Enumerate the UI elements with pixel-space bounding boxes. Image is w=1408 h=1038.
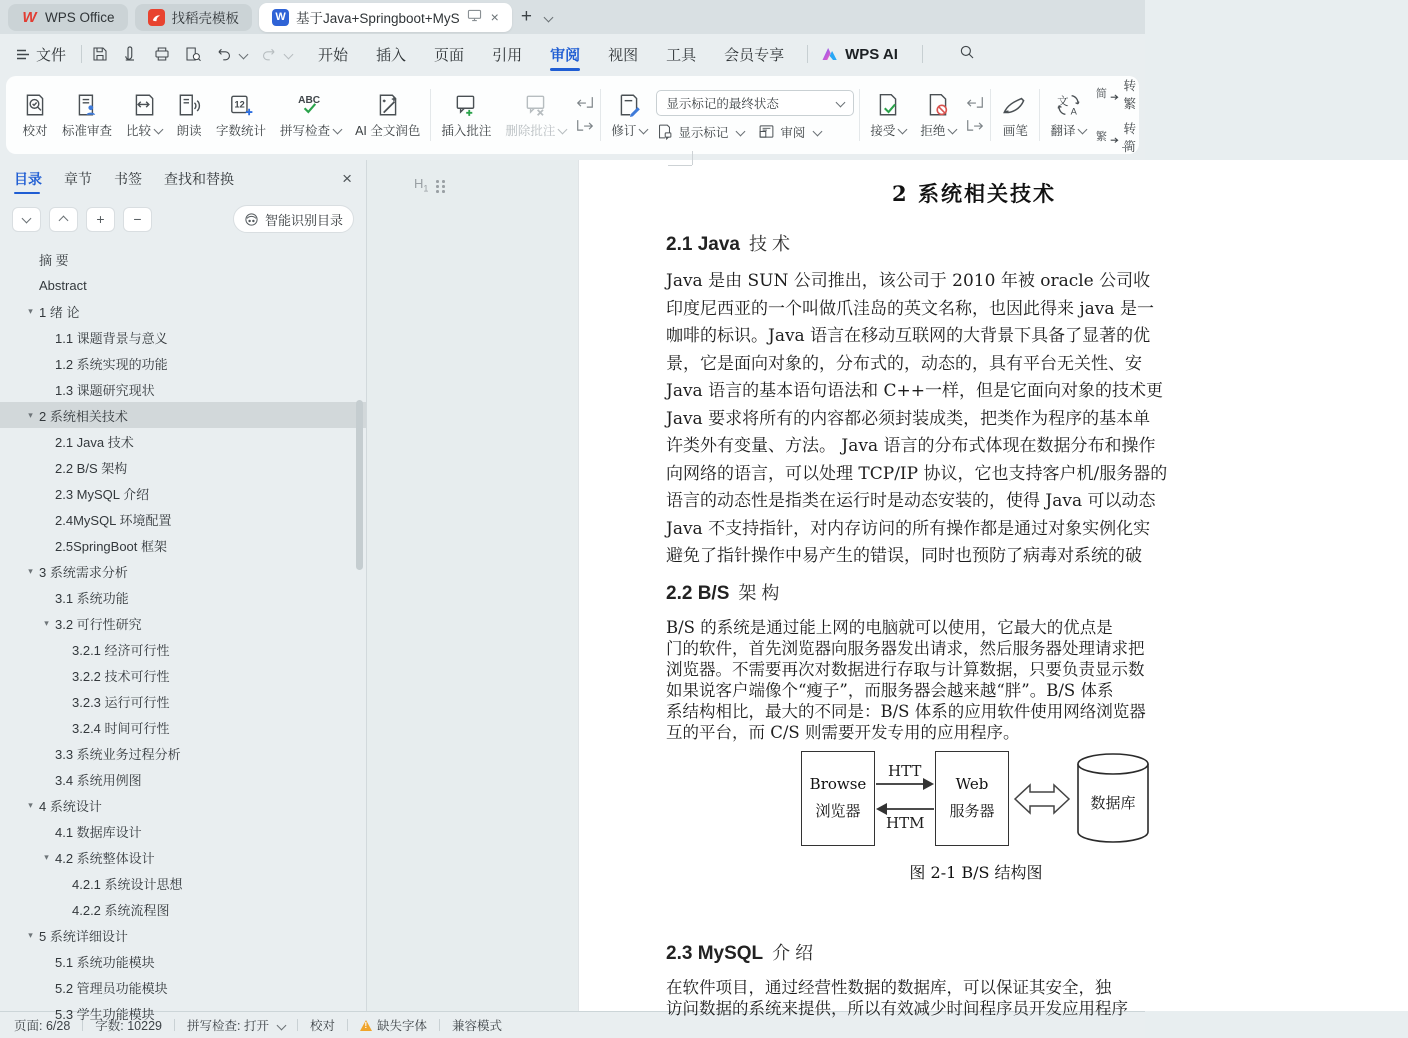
toc-item[interactable]: 4.1 数据库设计	[55, 824, 142, 840]
expand-arrow-icon[interactable]: ▾	[28, 799, 33, 810]
word-count-indicator[interactable]: 字数: 10229	[95, 1019, 162, 1033]
expand-arrow-icon[interactable]: ▾	[28, 409, 33, 420]
toc-item[interactable]: 2.5SpringBoot 框架	[55, 538, 168, 554]
warning-icon	[360, 1020, 372, 1031]
review-ribbon	[6, 76, 1139, 154]
zoom-in-button[interactable]: +	[86, 207, 115, 232]
toc-item[interactable]: ▾ 4.2 系统整体设计	[0, 844, 366, 870]
toc-item[interactable]: ▾ 1 绪 论	[0, 298, 366, 324]
svg-text:文: 文	[1057, 95, 1069, 108]
spell-check-status[interactable]: 拼写检查: 打开	[187, 1016, 285, 1034]
tab-find-replace[interactable]: 查找和替换	[164, 171, 234, 187]
toc-item[interactable]: 5.2 管理员功能模块	[55, 980, 168, 996]
paragraph-java	[666, 268, 1408, 571]
read-aloud-button[interactable]: 朗读	[171, 83, 207, 147]
divider	[807, 45, 808, 63]
svg-text:简: 简	[1096, 88, 1108, 101]
page-indicator[interactable]: 页面: 6/28	[14, 1019, 71, 1033]
dropdown-icon	[154, 125, 164, 135]
text-line: 浏览器。不需要再次对数据进行存取与计算数据，只要负责显示数	[666, 659, 1145, 679]
document-tab-strip	[0, 0, 1145, 34]
toc-list	[0, 240, 366, 1026]
heading-level-badge[interactable]: $H_1$	[414, 176, 439, 194]
text-line: 系结构相比，最大的不同是：B/S 体系的应用软件使用网络浏览器	[666, 701, 1146, 721]
ai-polish-button[interactable]: AI 全文润色	[350, 83, 425, 147]
toc-item[interactable]: 3.2.2 技术可行性	[72, 668, 170, 684]
tab-docer-templates[interactable]	[135, 4, 253, 31]
print-icon[interactable]	[153, 45, 171, 63]
toc-item[interactable]: 3.4 系统用例图	[55, 772, 142, 788]
sidebar-scrollbar-thumb[interactable]	[356, 400, 363, 570]
text-boundary-mark	[668, 160, 692, 166]
bs-structure-diagram[interactable]	[801, 751, 1151, 846]
expand-arrow-icon[interactable]: ▾	[28, 929, 33, 940]
marks-state-select[interactable]: 显示标记的最终状态	[656, 90, 854, 116]
menu-tab[interactable]: 视图	[608, 46, 639, 64]
screen-share-icon[interactable]	[467, 9, 482, 25]
robot-icon	[244, 212, 259, 227]
toc-toolbar	[0, 198, 366, 240]
browser-box: Browse 浏览器	[801, 751, 875, 846]
file-menu-button[interactable]: 文件	[10, 44, 72, 65]
tab-list-dropdown-icon[interactable]	[543, 12, 553, 22]
text-line: 如果说客户端像个“瘦子”，而服务器会越来越“胖”。B/S 体系	[666, 680, 1114, 700]
text-line: Java 要求将所有的内容都必须封装成类，把类作为程序的基本单	[666, 408, 1151, 429]
paragraph-bs	[666, 617, 1408, 743]
text-line: 咖啡的标识。Java 语言在移动互联网的大背景下具备了显著的优	[666, 326, 1151, 346]
menu-tab[interactable]: 会员专享	[724, 46, 785, 64]
dropdown-icon	[333, 125, 343, 135]
toc-item[interactable]: 5.1 系统功能模块	[55, 954, 155, 970]
navigation-sidebar	[0, 160, 366, 1022]
previous-comment-icon[interactable]	[575, 95, 595, 112]
dropdown-icon	[948, 125, 958, 135]
toc-item[interactable]: 1.2 系统实现的功能	[55, 356, 168, 372]
toc-item[interactable]: ▾ 5 系统详细设计	[0, 922, 366, 948]
standard-review-button[interactable]: 标准审查	[57, 83, 117, 147]
toc-item[interactable]: ▾ 3.2 可行性研究	[0, 610, 366, 636]
section-heading-2-3: 2.3 MySQL 介绍	[666, 942, 819, 964]
missing-font-warning[interactable]: ! 缺失字体	[360, 1016, 427, 1034]
svg-text:繁: 繁	[1096, 131, 1108, 144]
wps-logo-icon: W	[22, 8, 37, 26]
tab-label: WPS Office	[45, 9, 115, 25]
hamburger-icon	[16, 49, 30, 60]
text-line: 在软件项目，通过经营性数据的数据库，可以保证其安全，独	[666, 977, 1112, 997]
expand-arrow-icon[interactable]: ▾	[28, 305, 33, 316]
insert-comment-button[interactable]: 插入批注	[436, 83, 496, 147]
dropdown-icon	[813, 127, 823, 137]
document-page[interactable]	[578, 160, 1408, 1018]
menu-tabs	[304, 34, 798, 74]
menu-tab[interactable]: 页面	[434, 46, 465, 64]
compare-button[interactable]: 比较	[121, 83, 167, 147]
ribbon-collapse-icon[interactable]	[1122, 140, 1130, 148]
tab-wps-home[interactable]	[8, 4, 128, 31]
to-traditional-button[interactable]: 简 转繁	[1096, 78, 1136, 111]
collapse-all-button[interactable]	[49, 207, 78, 232]
wps-ai-logo-icon	[821, 46, 839, 62]
translate-button[interactable]: 文 A 翻译	[1045, 83, 1091, 147]
ribbon-container	[0, 74, 1145, 160]
menu-tab[interactable]: 引用	[492, 46, 523, 64]
dropdown-icon	[898, 125, 908, 135]
toc-item[interactable]: 2.1 Java 技术	[55, 434, 134, 450]
menu-tab[interactable]: 工具	[666, 46, 697, 64]
database-cylinder	[1075, 751, 1151, 846]
svg-text:HTT: HTT	[888, 761, 922, 780]
divider	[922, 45, 923, 63]
divider	[81, 45, 82, 63]
toc-item[interactable]: 3.2.4 时间可行性	[72, 720, 170, 736]
svg-text:A: A	[1070, 105, 1077, 116]
export-pdf-icon[interactable]	[122, 45, 140, 63]
reject-revision-button[interactable]: 拒绝	[915, 83, 961, 147]
dropdown-icon	[836, 98, 846, 108]
tab-toc[interactable]: 目录	[14, 160, 42, 198]
review-pane-button[interactable]: 审阅	[758, 123, 821, 141]
toc-item[interactable]: 4.2.1 系统设计思想	[72, 876, 183, 892]
toc-item[interactable]: ▾ 2 系统相关技术	[0, 402, 366, 428]
toc-item[interactable]: 3.3 系统业务过程分析	[55, 746, 181, 762]
section-heading-2-2: 2.2 B/S 架构	[666, 582, 785, 604]
text-line: Java 是由 SUN 公司推出，该公司于 2010 年被 oracle 公司收	[666, 271, 1151, 291]
svg-text:数据库: 数据库	[1090, 793, 1136, 812]
dropdown-icon	[1078, 125, 1088, 135]
web-server-box: Web 服务器	[935, 751, 1009, 846]
text-line: B/S 的系统是通过能上网的电脑就可以使用，它最大的优点是	[666, 617, 1113, 637]
tab-label: 找稻壳模板	[171, 11, 240, 26]
ink-pen-button[interactable]: 画笔	[996, 83, 1034, 147]
toc-item[interactable]: 摘 要	[39, 252, 69, 268]
text-line: 许类外有变量、方法。 Java 语言的分布式体现在数据分布和操作	[666, 436, 1156, 456]
text-line: Java 不支持指针，对内存访问的所有操作都是通过对象实例化实	[666, 518, 1151, 539]
accept-revision-button[interactable]: 接受	[865, 83, 911, 147]
word-doc-icon: W	[272, 9, 289, 26]
close-sidebar-icon[interactable]: ×	[342, 169, 352, 188]
dropdown-icon	[639, 125, 649, 135]
dropdown-icon	[736, 127, 746, 137]
toc-item[interactable]: 2.3 MySQL 介绍	[55, 486, 150, 502]
word-count-button[interactable]: 12 字数统计	[211, 83, 271, 147]
menu-tab[interactable]: 审阅	[536, 34, 594, 74]
simplified-char-icon	[1095, 85, 1119, 102]
tab-bookmarks[interactable]: 书签	[114, 171, 142, 187]
compatibility-mode-indicator[interactable]: 兼容模式	[451, 1019, 502, 1033]
show-marks-button[interactable]: 显示标记	[656, 123, 744, 141]
menu-tab[interactable]: 插入	[376, 46, 407, 64]
menu-bar	[0, 34, 1145, 74]
to-simplified-button[interactable]: 繁 转简	[1096, 121, 1136, 154]
expand-arrow-icon[interactable]: ▾	[28, 565, 33, 576]
expand-arrow-icon[interactable]: ▾	[44, 617, 49, 628]
redo-dropdown-icon[interactable]	[284, 49, 294, 59]
text-line: Java 语言的基本语句语法和 C++一样，但是它面向对象的技术更	[666, 381, 1163, 401]
toc-item[interactable]: 2.4MySQL 环境配置	[55, 512, 172, 528]
toc-item[interactable]: Abstract	[39, 277, 87, 293]
expand-all-button[interactable]	[12, 207, 41, 232]
toc-item[interactable]: ▾ 4 系统设计	[0, 792, 366, 818]
expand-arrow-icon[interactable]: ▾	[44, 851, 49, 862]
text-line: 向网络的语言，可以处理 TCP/IP 协议，它也支持客户机/服务器的	[666, 463, 1168, 484]
undo-icon[interactable]	[215, 46, 233, 62]
toc-item[interactable]: 1.3 课题研究现状	[55, 382, 155, 398]
zoom-out-button[interactable]: −	[123, 207, 152, 232]
traditional-char-icon	[1095, 128, 1119, 145]
sidebar-tabs	[0, 160, 366, 198]
toc-item[interactable]: 4.2.2 系统流程图	[72, 902, 170, 918]
toc-item[interactable]: ▾ 3 系统需求分析	[0, 558, 366, 584]
proofread-status[interactable]: 校对	[309, 1019, 335, 1033]
toc-item[interactable]: 1.1 课题背景与意义	[55, 330, 168, 346]
text-line: 门的软件，首先浏览器向服务器发出请求，然后服务器处理请求把	[666, 638, 1145, 658]
toc-item[interactable]: 2.2 B/S 架构	[55, 460, 128, 476]
new-tab-button[interactable]: +	[520, 6, 532, 27]
svg-text:12: 12	[234, 99, 245, 110]
paragraph-mysql	[666, 977, 1408, 1019]
next-revision-icon[interactable]	[965, 118, 985, 135]
svg-text:HTM: HTM	[886, 813, 925, 832]
track-changes-button[interactable]: 修订	[606, 83, 652, 147]
text-line: 景，它是面向对象的，分布式的，动态的，具有平台无关性、安	[666, 353, 1142, 374]
section-heading-2-1: 2.1 Java 技术	[666, 234, 795, 255]
smart-toc-button[interactable]: 智能识别目录	[233, 205, 354, 233]
tab-label: 基于Java+Springboot+MyS	[296, 11, 460, 26]
next-comment-icon[interactable]	[575, 118, 595, 135]
save-icon[interactable]	[91, 45, 109, 63]
toc-item[interactable]: 3.2.3 运行可行性	[72, 694, 170, 710]
menu-tab[interactable]: 开始	[318, 46, 349, 64]
delete-comment-button[interactable]: 删除批注	[500, 83, 571, 147]
docer-logo-icon	[148, 9, 165, 26]
previous-revision-icon[interactable]	[965, 95, 985, 112]
toc-item[interactable]: 5.3 学生功能模块	[55, 1006, 155, 1022]
text-line: 访问数据的系统来提供，所以有效减少时间程序员开发应用程序	[666, 998, 1128, 1018]
figure-caption: 图 2-1 B/S 结构图	[909, 862, 1043, 882]
tab-current-document[interactable]	[259, 3, 512, 32]
text-line: 互的平台，而 C/S 则需要开发专用的应用程序。	[666, 722, 1020, 742]
http-html-arrows	[875, 752, 935, 845]
search-icon[interactable]	[958, 43, 976, 66]
toc-item[interactable]: 3.1 系统功能	[55, 590, 129, 606]
chapter-heading: 2 系统相关技术	[892, 181, 1056, 206]
spell-check-button[interactable]: ABC 拼写检查	[275, 83, 346, 147]
wps-ai-button[interactable]: WPS AI	[817, 46, 902, 63]
drag-handle-icon[interactable]	[436, 180, 439, 183]
text-line: 印度尼西亚的一个叫做爪洼岛的英文名称，也因此得来 java 是一	[666, 298, 1154, 319]
text-line: 语言的动态性是指类在运行时是动态安装的，使得 Java 可以动态	[666, 491, 1156, 511]
undo-dropdown-icon[interactable]	[239, 49, 249, 59]
dropdown-icon	[558, 125, 568, 135]
print-preview-icon[interactable]	[184, 45, 202, 63]
toc-item[interactable]: 3.2.1 经济可行性	[72, 642, 170, 658]
close-tab-icon[interactable]: ×	[490, 9, 499, 25]
redo-icon[interactable]	[260, 46, 278, 62]
proofread-button[interactable]: 校对	[17, 83, 53, 147]
document-canvas	[366, 160, 1168, 1018]
tab-chapters[interactable]: 章节	[64, 171, 92, 187]
text-line: 避免了指针操作中易产生的错误，同时也预防了病毒对系统的破	[666, 546, 1142, 566]
double-arrow	[1011, 752, 1073, 845]
svg-text:ABC: ABC	[297, 94, 320, 106]
